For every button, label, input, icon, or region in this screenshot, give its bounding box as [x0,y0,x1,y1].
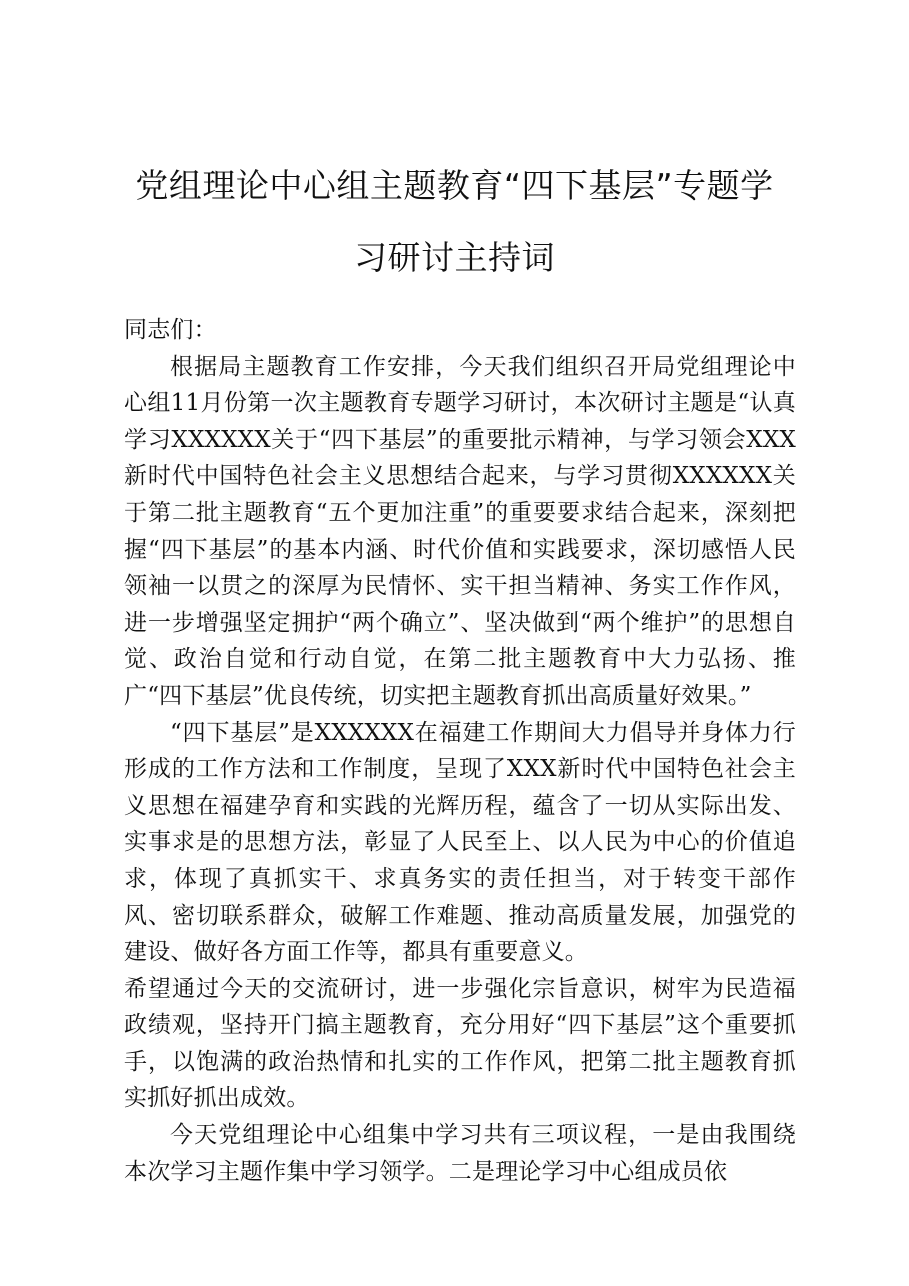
paragraph-1: 根据局主题教育工作安排，今天我们组织召开局党组理论中心组11月份第一次主题教育专题学习研讨，本次研讨主题是“认真学习XXXXXX关于“四下基层”的重要批示精神，与学习领会XXX新时代中国特色社会主义思想结合起来，与学习贯彻XXXXXX关于第二批主题教育“五个更加注重”的重要要求结合起来，深刻把握“四下基层”的基本内涵、时代价值和实践要求，深切感悟人民领袖一以贯之的深厚为民情怀、实干担当精神、务实工作作风，进一步增强坚定拥护“两个确立”、坚决做到“两个维护”的思想自觉、政治自觉和行动自觉，在第二批主题教育中大力弘扬、推广“四下基层”优良传统，切实把主题教育抓出高质量好效果。” [124,353,796,709]
paragraph-4: 今天党组理论中心组集中学习共有三项议程，一是由我围绕本次学习主题作集中学习领学。二是理论学习中心组成员依 [124,1122,796,1185]
paragraph-2: “四下基层”是XXXXXX在福建工作期间大力倡导并身体力行形成的工作方法和工作制度，呈现了XXX新时代中国特色社会主义思想在福建孕育和实践的光辉历程，蕴含了一切从实际出发、实事求是的思想方法，彰显了人民至上、以人民为中心的价值追求，体现了真抓实干、求真务实的责任担当，对于转变干部作风、密切联系群众，破解工作难题、推动高质量发展，加强党的建设、做好各方面工作等，都具有重要意义。 [124,719,796,966]
paragraph-3: 希望通过今天的交流研讨，进一步强化宗旨意识，树牢为民造福政绩观，坚持开门搞主题教育，充分用好“四下基层”这个重要抓手，以饱满的政治热情和扎实的工作作风，把第二批主题教育抓实抓好抓出成效。 [124,975,796,1112]
title-line-2: 习研讨主持词 [354,238,555,277]
document-body [124,312,796,1190]
document-title [112,150,797,294]
title-line-1: 党组理论中心组主题教育“四下基层”专题学 [135,166,774,205]
salutation: 同志们： [124,317,217,343]
